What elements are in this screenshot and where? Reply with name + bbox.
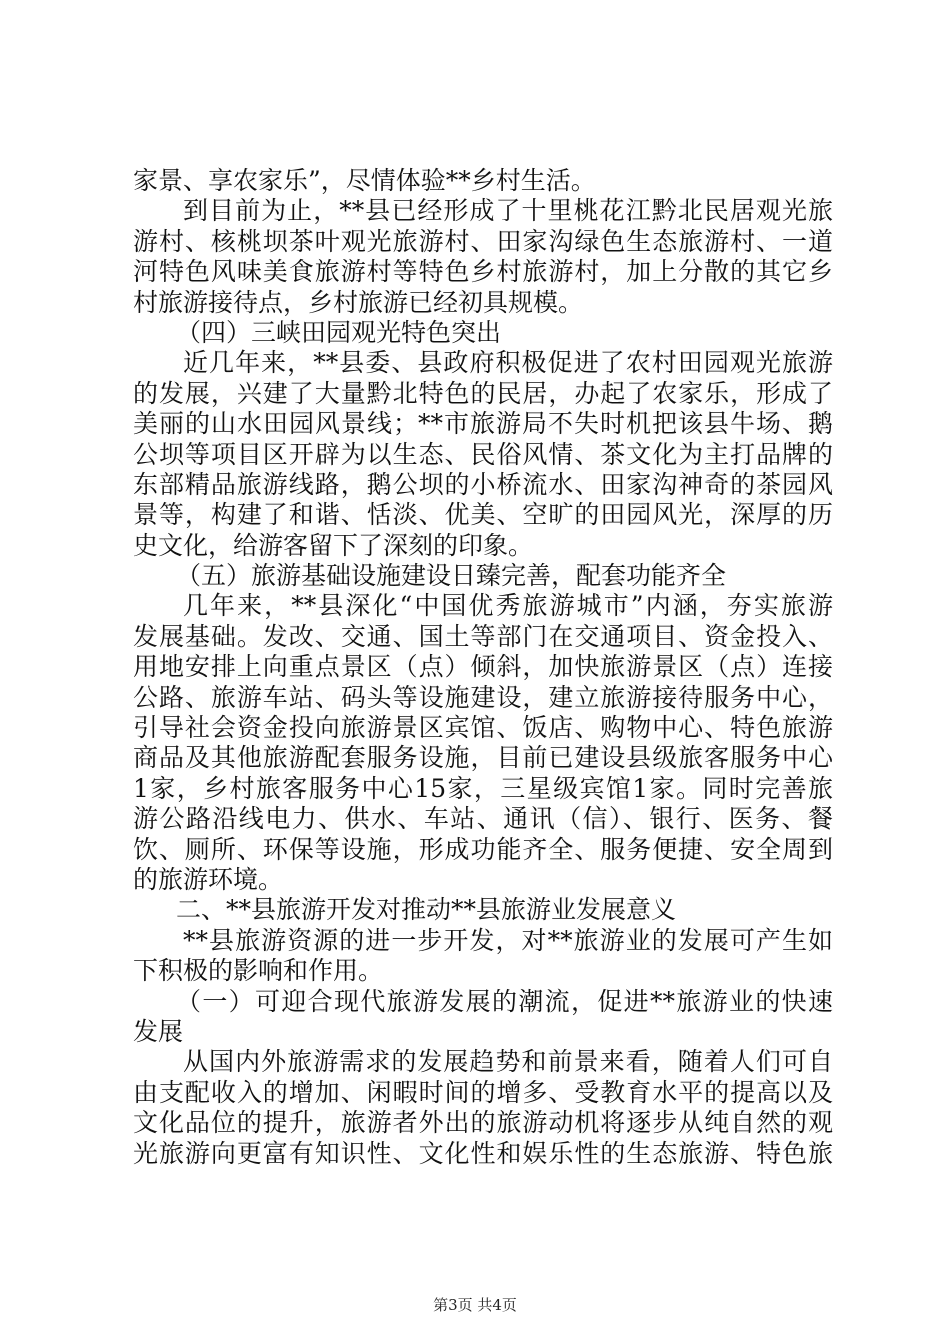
body-line: 游公路沿线电力、供水、车站、通讯（信）、银行、医务、餐 xyxy=(133,804,833,834)
paragraph-start-line: 近几年来，**县委、县政府积极促进了农村田园观光旅游 xyxy=(183,348,833,378)
body-line: 光旅游向更富有知识性、文化性和娱乐性的生态旅游、特色旅 xyxy=(133,1138,833,1168)
section-heading: （一）可迎合现代旅游发展的潮流，促进**旅游业的快速 xyxy=(176,986,833,1016)
body-line: 用地安排上向重点景区（点）倾斜，加快旅游景区（点）连接 xyxy=(133,652,833,682)
body-line: 河特色风味美食旅游村等特色乡村旅游村，加上分散的其它乡 xyxy=(133,257,833,287)
section-heading-continuation: 发展 xyxy=(133,1016,184,1046)
body-line: 下积极的影响和作用。 xyxy=(133,956,384,986)
body-line: 游村、核桃坝茶叶观光旅游村、田家沟绿色生态旅游村、一道 xyxy=(133,226,833,256)
body-line: 引导社会资金投向旅游景区宾馆、饭店、购物中心、特色旅游 xyxy=(133,713,833,743)
body-line: 1家，乡村旅客服务中心15家，三星级宾馆1家。同时完善旅 xyxy=(133,773,833,803)
paragraph-start-line: 到目前为止，**县已经形成了十里桃花江黔北民居观光旅 xyxy=(183,196,833,226)
body-line: 史文化，给游客留下了深刻的印象。 xyxy=(133,530,534,560)
body-line: 公坝等项目区开辟为以生态、民俗风情、茶文化为主打品牌的 xyxy=(133,439,833,469)
body-line: 的发展，兴建了大量黔北特色的民居，办起了农家乐，形成了 xyxy=(133,378,833,408)
page-number-footer: 第3页 共4页 xyxy=(433,1296,517,1314)
body-line: 景等，构建了和谐、恬淡、优美、空旷的田园风光，深厚的历 xyxy=(133,500,833,530)
paragraph-start-line: **县旅游资源的进一步开发，对**旅游业的发展可产生如 xyxy=(183,925,833,955)
body-line: 饮、厕所、环保等设施，形成功能齐全、服务便捷、安全周到 xyxy=(133,834,833,864)
body-line: 发展基础。发改、交通、国土等部门在交通项目、资金投入、 xyxy=(133,621,833,651)
section-heading: （四）三峡田园观光特色突出 xyxy=(176,317,502,347)
document-body xyxy=(133,166,833,1169)
paragraph-start-line: 几年来，**县深化“中国优秀旅游城市”内涵，夯实旅游 xyxy=(183,591,833,621)
section-heading: （五）旅游基础设施建设日臻完善，配套功能齐全 xyxy=(176,561,727,591)
body-line: 家景、享农家乐”，尽情体验**乡村生活。 xyxy=(133,166,596,195)
body-line: 美丽的山水田园风景线；**市旅游局不失时机把该县牛场、鹅 xyxy=(133,409,833,439)
body-line: 文化品位的提升，旅游者外出的旅游动机将逐步从纯自然的观 xyxy=(133,1108,833,1138)
body-line: 由支配收入的增加、闲暇时间的增多、受教育水平的提高以及 xyxy=(133,1077,833,1107)
body-line: 商品及其他旅游配套服务设施，目前已建设县级旅客服务中心 xyxy=(133,743,833,773)
body-line: 东部精品旅游线路，鹅公坝的小桥流水、田家沟神奇的茶园风 xyxy=(133,469,833,499)
body-line: 公路、旅游车站、码头等设施建设，建立旅游接待服务中心， xyxy=(133,682,833,712)
body-line: 的旅游环境。 xyxy=(133,864,284,894)
chapter-heading: 二、**县旅游开发对推动**县旅游业发展意义 xyxy=(176,895,677,925)
body-line: 村旅游接待点，乡村旅游已经初具规模。 xyxy=(133,287,584,317)
paragraph-start-line: 从国内外旅游需求的发展趋势和前景来看，随着人们可自 xyxy=(183,1047,833,1077)
